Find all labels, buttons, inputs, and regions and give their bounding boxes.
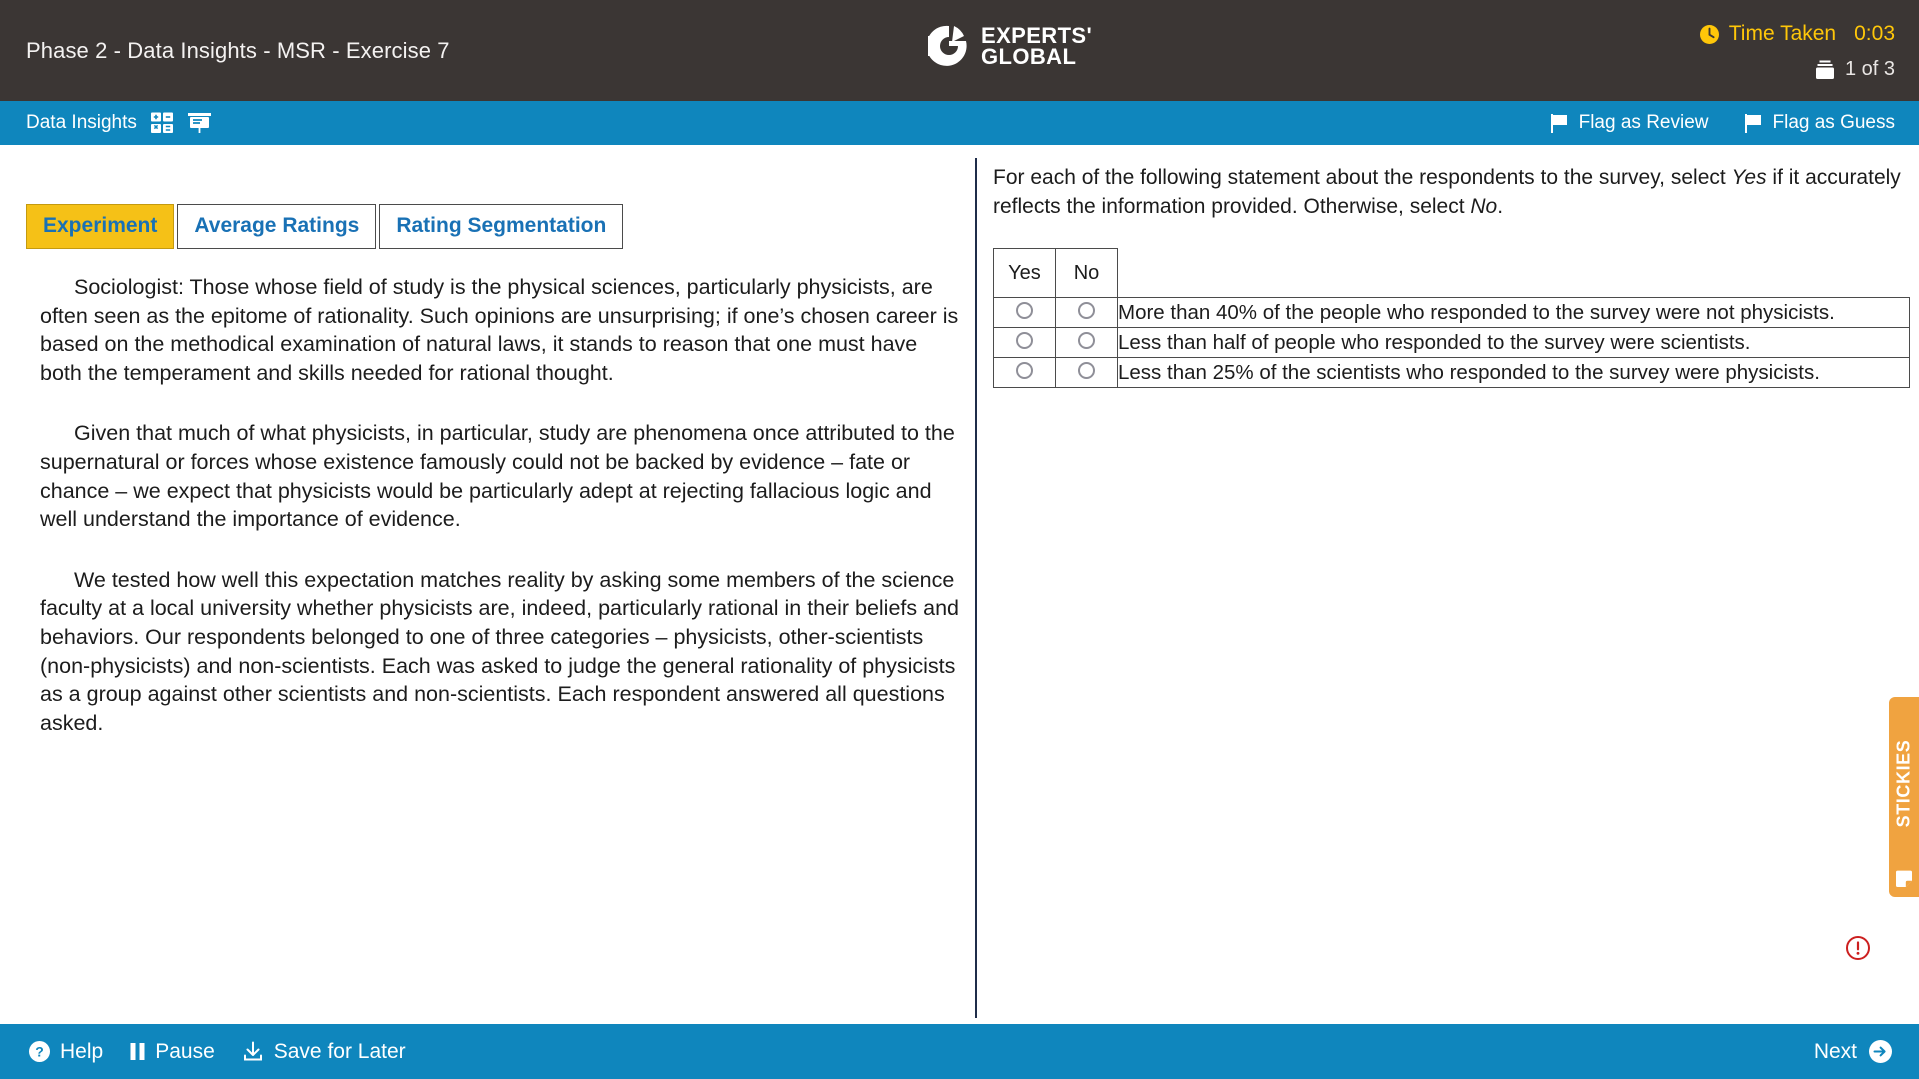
flag-as-guess-label: Flag as Guess — [1772, 112, 1895, 133]
brand-line-1: EXPERTS' — [981, 22, 1093, 48]
save-for-later-button[interactable] — [241, 1040, 406, 1064]
table-row — [994, 358, 1910, 388]
page-title: Phase 2 - Data Insights - MSR - Exercise 7 — [26, 38, 450, 63]
passage-paragraph: We tested how well this expectation matches reality by asking some members of the science faculty at a local university whether physicists are, indeed, particularly rational in their beliefs and behaviors. Our respondents belonged to one of three categories – physicists, other-scientists (non-physicists) and non-scientists. Each was asked to judge the general rationality of physicists as a group against other scientists and non-scientists. Each respondent answered all questions asked. — [40, 567, 959, 735]
passage-tabs — [26, 204, 623, 249]
calculator-icon[interactable] — [150, 111, 174, 135]
column-header-no: No — [1056, 249, 1118, 298]
content-area — [0, 145, 1919, 1024]
table-row — [994, 298, 1910, 328]
pause-icon — [129, 1041, 146, 1062]
prompt-emphasis-no: No — [1470, 195, 1498, 219]
time-taken-label: Time Taken — [1728, 22, 1837, 45]
column-header-yes: Yes — [994, 249, 1056, 298]
clock-icon — [1699, 24, 1720, 45]
table-header-row — [994, 249, 1910, 298]
passage-paragraph: Given that much of what physicists, in particular, study are phenomena once attributed to the supernatural or forces whose existence famously could not be backed by evidence – fate or chance – we expect that physicists would be particularly adept at rejecting fallacious logic and well understand the importance of evidence. — [40, 421, 955, 532]
radio-no-1[interactable] — [1078, 302, 1095, 319]
prompt-emphasis-yes: Yes — [1731, 166, 1767, 189]
svg-text:?: ? — [35, 1043, 44, 1060]
radio-yes-2[interactable] — [1016, 332, 1033, 349]
flag-as-guess-button[interactable] — [1745, 112, 1896, 134]
time-taken — [1699, 22, 1895, 46]
question-prompt — [993, 163, 1905, 222]
sticky-note-icon — [1894, 869, 1914, 889]
timer-block — [1699, 22, 1895, 81]
prompt-part-3: . — [1497, 195, 1504, 219]
next-button[interactable] — [1814, 1039, 1893, 1064]
footer-right-group — [1814, 1024, 1893, 1079]
help-button[interactable] — [28, 1040, 103, 1064]
no-radio-cell[interactable] — [1056, 358, 1118, 388]
stickies-panel-toggle[interactable] — [1889, 697, 1919, 897]
statement-text: Less than 25% of the scientists who responded to the survey were physicists. — [1118, 358, 1910, 388]
question-circle-icon — [28, 1040, 51, 1063]
flag-as-review-label: Flag as Review — [1578, 112, 1709, 133]
radio-no-2[interactable] — [1078, 332, 1095, 349]
yes-radio-cell[interactable] — [994, 298, 1056, 328]
passage-pane — [0, 145, 975, 1024]
flag-icon — [1745, 114, 1763, 133]
arrow-right-circle-icon — [1868, 1039, 1893, 1064]
tab-experiment[interactable]: Experiment — [26, 204, 174, 249]
section-label: Data Insights — [26, 112, 137, 133]
save-for-later-label: Save for Later — [273, 1039, 406, 1063]
passage-text — [40, 273, 960, 769]
statement-text: Less than half of people who responded to the survey were scientists. — [1118, 328, 1910, 358]
flag-as-review-button[interactable] — [1551, 112, 1709, 134]
stacked-pages-icon — [1814, 60, 1836, 80]
statement-text: More than 40% of the people who responded to the survey were not physicists. — [1118, 298, 1910, 328]
brand-line-2: GLOBAL — [981, 44, 1077, 69]
footer-left-group — [28, 1024, 406, 1079]
radio-yes-1[interactable] — [1016, 302, 1033, 319]
tool-nav-bar — [0, 101, 1919, 145]
column-header-statement — [1118, 249, 1910, 298]
help-label: Help — [60, 1039, 104, 1063]
nav-left-group — [26, 101, 212, 145]
prompt-part-2: if it accurately reflects the information provided. Otherwise, select — [993, 166, 1901, 219]
answer-table — [993, 248, 1910, 388]
pause-label: Pause — [155, 1039, 215, 1063]
radio-yes-3[interactable] — [1016, 362, 1033, 379]
prompt-part-1: For each of the following statement about the respondents to the survey, select — [993, 166, 1732, 189]
question-counter — [1699, 58, 1895, 81]
no-radio-cell[interactable] — [1056, 298, 1118, 328]
passage-paragraph: Sociologist: Those whose field of study is the physical sciences, particularly physicists, are often seen as the epitome of rationality. Such opinions are unsurprising; if one’s chosen career is based on the methodical examination of natural laws, it stands to reason that one must have both the temperament and skills needed for rational thought. — [40, 275, 959, 385]
question-counter-value: 1 of 3 — [1844, 58, 1895, 80]
no-radio-cell[interactable] — [1056, 328, 1118, 358]
table-row — [994, 328, 1910, 358]
yes-radio-cell[interactable] — [994, 358, 1056, 388]
download-arrow-icon — [241, 1040, 265, 1063]
experts-global-logo-icon — [928, 24, 968, 68]
tab-average-ratings[interactable]: Average Ratings — [177, 204, 376, 249]
pause-button[interactable] — [129, 1040, 215, 1064]
whiteboard-icon[interactable] — [187, 111, 212, 135]
time-taken-value: 0:03 — [1854, 22, 1895, 45]
pane-divider — [975, 158, 977, 1018]
flag-icon — [1551, 114, 1569, 133]
question-pane — [993, 145, 1919, 1024]
exclamation-circle-icon[interactable] — [1845, 935, 1871, 966]
radio-no-3[interactable] — [1078, 362, 1095, 379]
top-header — [0, 0, 1919, 101]
footer-bar — [0, 1024, 1919, 1079]
stickies-label: STICKIES — [1893, 739, 1914, 828]
brand-logo — [928, 24, 1092, 68]
next-label: Next — [1813, 1039, 1857, 1063]
nav-right-group — [1551, 101, 1895, 145]
yes-radio-cell[interactable] — [994, 328, 1056, 358]
tab-rating-segmentation[interactable]: Rating Segmentation — [379, 204, 623, 249]
